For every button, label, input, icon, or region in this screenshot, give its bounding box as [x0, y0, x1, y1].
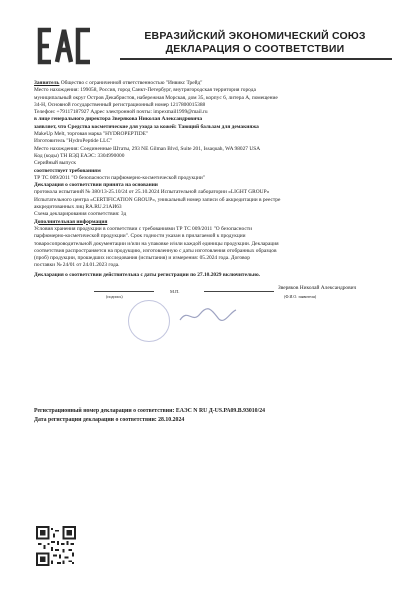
stamp-caption: М.П.: [170, 289, 180, 295]
location-line-3: 34-Н, Основной государственный регистрационный номер 1217800015388: [34, 101, 206, 108]
declares-line-2: MakeUp Melt, торговая марка "HYDROPEPTIDE": [34, 131, 149, 138]
signature-underline: [94, 291, 154, 292]
qr-code-icon: [36, 526, 76, 566]
extra-line-3: товаросопроводительной документации и/или на упаковке и/или каждой единицы продукции. Декларация: [34, 240, 279, 247]
extra-line-4: соответствия распространяется на продукцию, изготовленную с даты изготовления отобранных образцов: [34, 247, 277, 254]
validity-line: Декларация о соответствии действительна с даты регистрации по 27.10.2029 включительно.: [34, 271, 260, 278]
signer-name: Зверяков Николай Александрович: [278, 285, 357, 292]
extra-line-2: парфюмерно-косметической продукции". Срок годности указан в прилагаемой к продукции: [34, 233, 246, 240]
stamp-seal-icon: [128, 300, 170, 342]
requirements-label: соответствует требованиям: [34, 167, 101, 174]
applicant-line: Заявитель Общество с ограниченной ответственностью "Инвикс Трейд": [34, 80, 203, 86]
signature-caption: (подпись): [106, 294, 123, 300]
basis-label: Декларация о соответствии принята на основании: [34, 182, 158, 189]
eac-logo-icon: [36, 26, 94, 66]
declaration-body: [34, 80, 400, 305]
basis-line-2: Испытательного центра «CERTIFICATION GROUP», уникальный номер записи об аккредитации в реестре: [34, 196, 281, 203]
title-line-1: ЕВРАЗИЙСКИЙ ЭКОНОМИЧЕСКИЙ СОЮЗ: [144, 30, 366, 42]
registration-date: Дата регистрации декларации о соответствии: 28.10.2024: [34, 417, 185, 423]
basis-line-3: аккредитованных лиц RA.RU.21АИ63: [34, 204, 122, 211]
extra-line-6: поставки № 24/01 от 24.01.2023 года.: [34, 262, 120, 269]
scheme-line: Схема декларирования соответствия: 3д: [34, 211, 127, 218]
signer-caption: (Ф.И.О. заявителя): [284, 294, 317, 300]
manufacturer-line: Изготовитель "HydroPeptide LLC": [34, 138, 113, 145]
signer-underline: [204, 291, 274, 292]
serial-line: Серийный выпуск: [34, 160, 77, 167]
registration-block: [34, 407, 400, 425]
header-divider: [120, 58, 392, 60]
requirements-value: ТР ТС 009/2011 "О безопасности парфюмерно-косметической продукции": [34, 174, 205, 181]
extra-line-5: (проб) продукции, прошедших исследования (испытания) и измерения: 05.2024 года. Договор: [34, 255, 250, 262]
basis-line-1: протокола испытаний № 380/13-25.10/24 от 25.10.2024 Испытательной лаборатории «LIGHT GROUP»: [34, 189, 270, 196]
registration-number: Регистрационный номер декларации о соответствии: ЕАЭС N RU Д-US.РА09.В.93010/24: [34, 408, 265, 414]
title-line-2: ДЕКЛАРАЦИЯ О СООТВЕТСТВИИ: [165, 43, 345, 55]
declares-line: заявляет, что Средства косметические для ухода за кожей: Тающий бальзам для демакияжа: [34, 123, 259, 130]
signature-row: [34, 283, 400, 305]
document-title: [120, 30, 390, 56]
hs-code-line: Код (коды) ТН ВЭД ЕАЭС: 3304990000: [34, 152, 125, 159]
location-line: Место нахождения: 199058, Россия, город Санкт-Петербург, внутригородская территория города: [34, 87, 256, 94]
handwritten-signature-icon: [178, 306, 238, 326]
contact-line: Телефон: +79117187927 Адрес электронной почты: impexmail1999@mail.ru: [34, 109, 208, 116]
location-line-2: муниципальный округ Остров Декабристов, набережная Морская, дом 35, корпус 6, литера А, помещение: [34, 94, 278, 101]
extra-info-label: Дополнительная информация: [34, 218, 108, 225]
manufacturer-location-line: Место нахождения: Соединенные Штаты, 293 NE Gilman Blvd, Suite 201, Issaquah, WA 98027 USA: [34, 145, 261, 152]
representative-line: в лице генерального директора Зверякова Николая Александровича: [34, 116, 203, 123]
extra-line-1: Условия хранения продукции в соответствии с требованиями ТР ТС 009/2011 "О безопасности: [34, 225, 252, 232]
